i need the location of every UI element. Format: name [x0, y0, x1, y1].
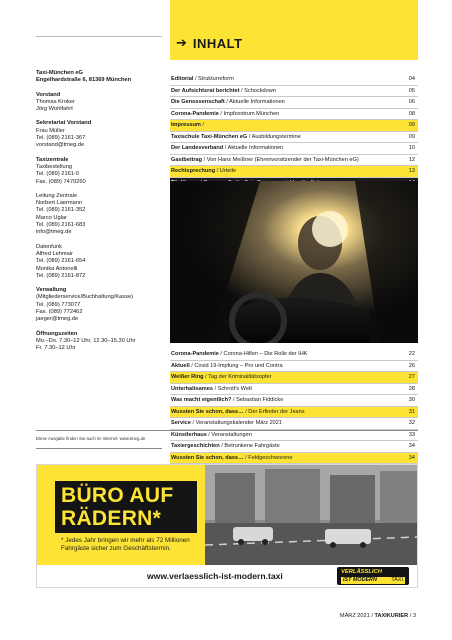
contact-line: jaeger@tmeg.de [36, 316, 79, 323]
cover-photo-taxi-driver [170, 181, 418, 343]
toc-page-number: 30 [408, 397, 415, 404]
toc-entry-subtitle: / Urteile [215, 168, 236, 175]
org-name: Taxi-München eG [36, 70, 83, 76]
ad-badge-taxi: TAXI [391, 577, 403, 583]
toc-entry[interactable] [170, 384, 418, 396]
toc-page-number: 31 [408, 408, 415, 415]
toc-entry-label [171, 111, 279, 117]
footer-month: MÄRZ 2021 [339, 613, 370, 619]
contact-block [36, 287, 164, 323]
toc-page-number: 04 [408, 76, 415, 83]
toc-page-number: 06 [408, 99, 415, 106]
contact-heading: Sekretariat Vorstand [36, 120, 92, 127]
contact-line: Tel. (089) 2161-654 [36, 258, 86, 265]
toc-entry-subtitle: / Schockdown [239, 87, 276, 94]
toc-entry-subtitle: / Von Hans Meißner (Ehrenvorsitzender der Taxi-München eG) [202, 156, 359, 163]
toc-entry-label [171, 386, 252, 392]
toc-entry[interactable] [170, 120, 418, 132]
toc-entry-subtitle: / [200, 122, 204, 129]
toc-bottom [170, 349, 418, 464]
toc-entry-label [171, 157, 359, 163]
contact-line: Taxibestellung [36, 163, 73, 170]
contact-line: Tel. (089) 773077 [36, 301, 81, 308]
toc-entry-subtitle: / Schrott's Welt [212, 385, 252, 392]
toc-top [170, 74, 418, 189]
toc-entry-subtitle: / Aktuelle Informationen [223, 145, 284, 152]
toc-entry[interactable] [170, 132, 418, 144]
toc-entry-label [171, 432, 252, 438]
toc-entry-label [171, 455, 292, 461]
toc-entry-subtitle: / Tag der Kriminalitätsopfer [203, 374, 272, 381]
toc-entry-subtitle: / Covid 19-Impfung – Pro und Contra [189, 362, 283, 369]
toc-page-number: 13 [408, 168, 415, 175]
section-title: INHALT [192, 35, 243, 51]
toc-entry-subtitle: / Strukturreform [193, 76, 234, 83]
toc-entry-subtitle: / Veranstaltungen [206, 431, 252, 438]
toc-entry-label [171, 88, 276, 94]
contact-line: Jörg Wohlfahrt [36, 106, 73, 113]
ad-street-photo [205, 465, 417, 565]
contact-heading: Datenfunk [36, 243, 62, 250]
ad-badge-strip [341, 577, 405, 584]
contact-line: Norbert Laermann [36, 200, 83, 207]
contact-line: Fax. (089) 772462 [36, 309, 83, 316]
toc-entry-label [171, 420, 282, 426]
toc-entry-title: Editorial [171, 76, 194, 83]
footnote-divider [36, 430, 418, 431]
contact-line: Fax. (089) 7470260 [36, 178, 86, 185]
toc-page-number: 32 [408, 420, 415, 427]
advertisement[interactable] [36, 464, 418, 588]
contact-line: vorstand@tmeg.de [36, 142, 85, 149]
contact-line: Thomas Kroker [36, 98, 75, 105]
ad-badge-bottom: IST MODERN [343, 577, 377, 583]
contact-block [36, 244, 164, 280]
toc-entry-label [171, 134, 301, 140]
toc-entry-title: Corona-Pandemie [171, 351, 219, 358]
contact-heading: Vorstand [36, 91, 61, 98]
toc-page-number: 05 [408, 87, 415, 94]
toc-page-number: 12 [408, 156, 415, 163]
toc-entry-label [171, 397, 283, 403]
toc-entry[interactable] [170, 97, 418, 109]
toc-entry-title: Wussten Sie schon, dass… [171, 454, 244, 461]
toc-page-number: 08 [408, 110, 415, 117]
toc-entry-label [171, 122, 204, 128]
contact-line: Alfred Lehmair [36, 250, 73, 257]
toc-entry[interactable] [170, 143, 418, 155]
toc-entry-subtitle: / Corona-Hilfen – Die Rolle der IHK [218, 351, 308, 358]
toc-entry-title: Künstlerhaus [171, 431, 207, 438]
toc-page-number: 26 [408, 362, 415, 369]
toc-entry[interactable] [170, 109, 418, 121]
contact-line: (Mitgliederservice/Buchhaltung/Kasse) [36, 294, 134, 301]
toc-page-number: 09 [408, 133, 415, 140]
toc-entry[interactable] [170, 430, 418, 442]
contact-line: Tel. (089) 2161-367 [36, 135, 86, 142]
contact-line: Tel. (089) 2161-0 [36, 171, 79, 178]
toc-entry[interactable] [170, 407, 418, 419]
toc-entry[interactable] [170, 74, 418, 86]
toc-entry-subtitle: / Feldgeschworene [243, 454, 293, 461]
page-footer [340, 613, 416, 619]
footnote-online: Diese Ausgabe finden Sie auch im Internet: www.tmeg.de [36, 436, 146, 441]
toc-entry[interactable] [170, 349, 418, 361]
contact-line: Tel. (089) 2161-683 [36, 222, 86, 229]
contact-line: Fr. 7.30–12 Uhr [36, 345, 76, 352]
toc-entry-label [171, 99, 285, 105]
toc-entry[interactable] [170, 441, 418, 453]
toc-entry-label [171, 351, 307, 357]
toc-entry-subtitle: / Aktuelle Informationen [224, 99, 285, 106]
ad-subtext: * Jedes Jahr bringen wir mehr als 72 Millionen Fahrgäste sicher zum Geschäftstermin. [61, 537, 190, 552]
contact-heading: Leitung Zentrale [36, 192, 78, 199]
toc-entry-subtitle: / Veranstaltungskalender März 2021 [190, 420, 283, 427]
toc-entry[interactable] [170, 418, 418, 430]
toc-entry[interactable] [170, 453, 418, 465]
toc-page-number: 22 [408, 351, 415, 358]
toc-entry-title: Corona-Pandemie [171, 110, 219, 117]
contact-block [36, 92, 164, 114]
contact-line: info@tmeg.de [36, 229, 72, 236]
toc-page-number: 33 [408, 431, 415, 438]
toc-entry-label [171, 409, 305, 415]
contact-line: Marco Uglar [36, 214, 67, 221]
toc-entry-label [171, 443, 280, 449]
toc-page-number: 34 [408, 454, 415, 461]
toc-entry-title: Was macht eigentlich? [171, 397, 232, 404]
toc-entry-label [171, 363, 283, 369]
contact-heading: Verwaltung [36, 287, 67, 294]
street-illustration [205, 465, 417, 565]
toc-entry[interactable] [170, 372, 418, 384]
contact-line: Mo.–Do. 7.30–12 Uhr, 12.30–15.30 Uhr [36, 337, 136, 344]
ad-badge-logo [337, 567, 409, 585]
toc-entry[interactable] [170, 86, 418, 98]
toc-entry-title: Der Aufsichtsrat berichtet [171, 87, 240, 94]
toc-entry-title: Service [171, 420, 191, 427]
toc-entry-subtitle: / Impfzentrum München [218, 110, 280, 117]
contact-block [36, 331, 164, 353]
arrow-right-icon: ➔ [176, 35, 187, 51]
contact-block [36, 193, 164, 237]
toc-entry-title: Taxiergeschichten [171, 443, 220, 450]
org-block [36, 70, 164, 85]
contact-line: Tel. (089) 2161-352 [36, 207, 86, 214]
toc-entry-subtitle: / Ausbildungstermine [247, 133, 301, 140]
ad-badge-top: VERLÄSSLICH [341, 569, 382, 575]
toc-page-number: 10 [408, 145, 415, 152]
toc-page-number: 28 [408, 385, 415, 392]
toc-entry-label [171, 76, 234, 82]
toc-entry-subtitle: / Sebastian Fiddicke [231, 397, 284, 404]
footer-publication: TAXIKURIER [374, 613, 409, 619]
ad-headline-line2: RÄDERN* [61, 507, 162, 530]
toc-entry-title: Die Genossenschaft [171, 99, 225, 106]
toc-entry-subtitle: / Der Erfinder der Jeans [243, 408, 305, 415]
toc-entry[interactable] [170, 166, 418, 178]
toc-entry-title: Rechtsprechung [171, 168, 216, 175]
toc-page-number: 27 [408, 374, 415, 381]
toc-entry-label [171, 168, 236, 174]
ad-url-link[interactable]: www.verlaesslich-ist-modern.taxi [147, 571, 283, 581]
photo-illustration [170, 181, 418, 343]
toc-entry-title: Taxischule Taxi-München eG [171, 133, 248, 140]
toc-entry-title: Weißer Ring [171, 374, 204, 381]
ad-headline-line1: BÜRO AUF [61, 484, 174, 507]
contact-heading: Öffnungszeiten [36, 330, 78, 337]
toc-page-number: 34 [408, 443, 415, 450]
toc-entry-label [171, 145, 283, 151]
toc-entry-title: Aktuell [171, 362, 190, 369]
toc-entry-subtitle: / Betrunkene Fahrgäste [219, 443, 280, 450]
toc-page-number: 09 [408, 122, 415, 129]
toc-entry-label [171, 374, 272, 380]
toc-entry-title: Wussten Sie schon, dass… [171, 408, 244, 415]
footer-page-number: / 3 [408, 613, 416, 619]
toc-entry[interactable] [170, 395, 418, 407]
footnote-divider-short [36, 448, 162, 449]
footer-sep: / [369, 613, 375, 619]
contact-heading: Taxizentrale [36, 156, 69, 163]
contact-line: Monika Antonelli [36, 265, 78, 272]
toc-entry[interactable] [170, 155, 418, 167]
toc-entry-title: Impressum [171, 122, 201, 129]
toc-entry-title: Gastbeitrag [171, 156, 203, 163]
contact-sidebar [36, 70, 164, 360]
contact-line: Frau Müller [36, 127, 65, 134]
top-divider [36, 36, 162, 37]
contact-block [36, 157, 164, 186]
toc-entry-title: Unterhaltsames [171, 385, 213, 392]
section-header [170, 32, 243, 54]
org-address: Engelhardstraße 6, 81369 München [36, 77, 132, 84]
toc-entry-title: Der Landesverband [171, 145, 224, 152]
contact-line: Tel. (089) 2161-872 [36, 272, 86, 279]
contact-block [36, 120, 164, 149]
toc-entry[interactable] [170, 361, 418, 373]
